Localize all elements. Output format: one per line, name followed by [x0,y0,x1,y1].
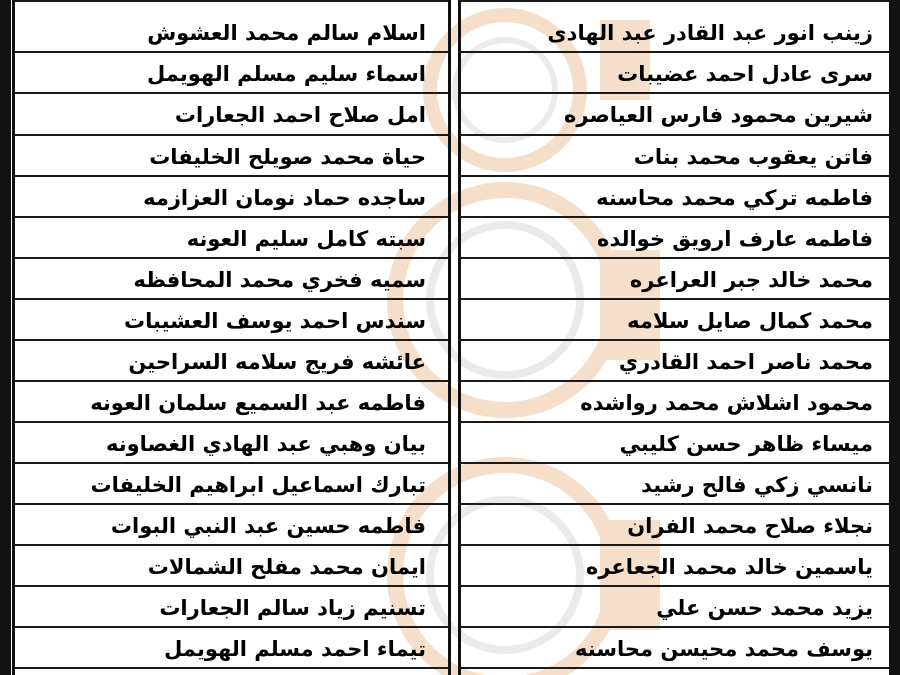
name-row: اسماء سليم مسلم الهويمل [147,62,426,86]
name-row: نانسي زكي فالح رشيد [641,473,873,497]
row-divider [15,216,448,218]
row-divider [15,339,448,341]
name-row: سبته كامل سليم العونه [186,227,426,251]
right-names-column [458,0,892,675]
row-divider [461,298,889,300]
row-divider [15,175,448,177]
name-row: ايمان محمد مفلح الشمالات [147,555,426,579]
name-row: ياسمين خالد محمد الجعاعره [585,555,873,579]
name-row: ميساء ظاهر حسن كليبي [619,432,873,456]
name-row: زينب انور عبد القادر عبد الهادى [547,21,873,45]
row-divider [461,175,889,177]
name-row: اسلام سالم محمد العشوش [147,21,426,45]
left-page-edge [0,0,11,675]
name-row: عائشه فريج سلامه السراحين [128,350,426,374]
row-divider [15,0,448,2]
row-divider [461,503,889,505]
row-divider [461,0,889,2]
row-divider [15,134,448,136]
row-divider [15,544,448,546]
name-row: فاطمه عبد السميع سلمان العونه [90,391,426,415]
name-row: محمد ناصر احمد القادري [618,350,873,374]
row-divider [461,216,889,218]
row-divider [461,462,889,464]
name-row: محمد كمال صايل سلامه [627,309,873,333]
name-row: سرى عادل احمد عضيبات [617,62,873,86]
name-row: حياة محمد صويلح الخليفات [149,145,426,169]
name-row: فاطمه عارف ارويق خوالده [597,227,873,251]
name-row: ساجده حماد نومان العزازمه [143,186,426,210]
name-row: سندس احمد يوسف العشيبات [124,309,426,333]
row-divider [15,462,448,464]
row-divider [15,585,448,587]
row-divider [15,51,448,53]
right-page-edge [892,0,900,675]
name-row: بيان وهبي عبد الهادي الغصاونه [105,432,426,456]
name-row: فاطمه تركي محمد محاسنه [596,186,873,210]
row-divider [461,585,889,587]
row-divider [15,503,448,505]
row-divider [461,626,889,628]
name-row: يزيد محمد حسن علي [656,596,873,620]
row-divider [461,134,889,136]
row-divider [461,421,889,423]
row-divider [15,421,448,423]
row-divider [15,257,448,259]
row-divider [461,339,889,341]
name-row: يوسف محمد محيسن محاسنه [575,637,873,661]
name-row: فاطمه حسين عبد النبي البوات [110,514,426,538]
row-divider [461,257,889,259]
row-divider [15,380,448,382]
name-row: تبارك اسماعيل ابراهيم الخليفات [90,473,426,497]
name-row: محمد خالد جبر العراعره [629,268,873,292]
name-row: محمود اشلاش محمد رواشده [580,391,873,415]
row-divider [461,667,889,669]
row-divider [15,298,448,300]
row-divider [461,92,889,94]
row-divider [15,626,448,628]
row-divider [461,544,889,546]
name-row: تيماء احمد مسلم الهويمل [164,637,426,661]
name-row: نجلاء صلاح محمد الفران [627,514,873,538]
name-row: تسنيم زياد سالم الجعارات [159,596,426,620]
row-divider [15,667,448,669]
left-names-column [12,0,451,675]
row-divider [461,51,889,53]
name-row: سميه فخري محمد المحافظه [133,268,426,292]
name-row: فاتن يعقوب محمد بنات [633,145,873,169]
name-row: شيرين محمود فارس العياصره [563,103,873,127]
row-divider [15,92,448,94]
name-row: امل صلاح احمد الجعارات [174,103,426,127]
row-divider [461,380,889,382]
